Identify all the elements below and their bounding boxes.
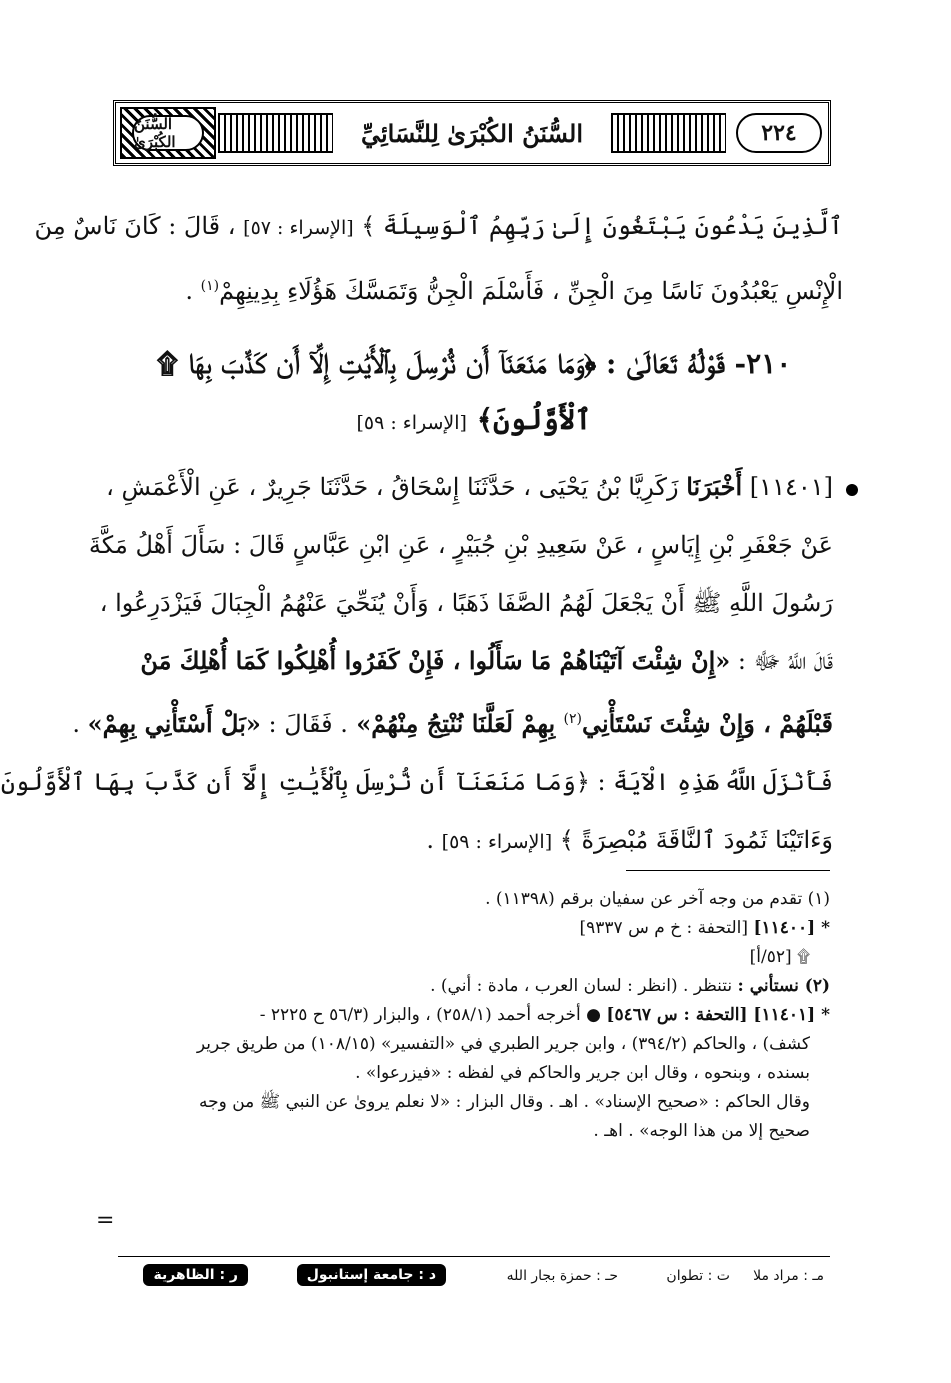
- hadith-text-part: .: [426, 826, 442, 854]
- hadith-line: [105, 632, 833, 690]
- footnote-text: [التحفة : خ م س ٩٣٣٧]: [579, 918, 754, 938]
- hadith-text-part: عَنْ جَعْفَرِ بْنِ إِيَاسٍ ، عَنْ سَعِيدِ بْنِ جُبَيْرٍ ، عَنِ ابْنِ عَبَّاسٍ قَالَ : سَأَلَ أَهْلُ مَكَّةَ: [88, 531, 833, 559]
- hadith-line: [99, 574, 833, 632]
- footnote-line: [100, 1001, 830, 1030]
- footnote-line: [100, 914, 830, 943]
- hadith-text-part: (٢): [563, 711, 582, 727]
- hadith-text-part: [١١٤٠١]: [742, 473, 833, 501]
- footnote-line: [100, 1117, 830, 1146]
- intro-line-1: ٱلَّذِينَ يَدْعُونَ يَبْتَغُونَ إِلَىٰ رَبِّهِمُ ٱلْوَسِيلَةَ ﴾ [الإسراء : ٥٧] ، قَالَ : كَانَ نَاسٌ مِنَ: [34, 212, 843, 240]
- siglum-r-badge: ر : الظاهرية: [143, 1264, 248, 1286]
- siglum-d-badge: د : جامعة إستانبول: [297, 1264, 446, 1286]
- hadith-text-part: قَالَ اللَّهُ ﷻ :: [730, 647, 833, 675]
- footnote-line: [100, 1030, 830, 1059]
- intro-text: [34, 197, 843, 320]
- continuation-mark: =: [96, 1208, 115, 1233]
- footnote-text: كشف) ، والحاكم (٣٩٤/٢) ، وابن جرير الطبري في «التفسير» (١٠٨/١٥) من طريق جرير: [196, 1034, 810, 1054]
- hadith-text-part: «بَلْ أَسْتَأْنِي بِهِمْ»: [87, 709, 261, 738]
- siglum-h: حـ : حمزة بجار الله: [506, 1268, 618, 1284]
- footnote-prefix: * [١١٤٠٠]: [753, 918, 830, 938]
- header-ornament-strip-right: [611, 113, 726, 153]
- footnote-prefix: (٢) نستأني :: [737, 976, 830, 996]
- hadith-text: [0, 458, 833, 871]
- footnote-line: [100, 943, 830, 972]
- siglum-t: ت : تطوان: [666, 1268, 730, 1284]
- footnote-text: وقال الحاكم : «صحيح الإسناد» . اهـ . وقال البزار : «لا نعلم يروىٰ عن النبي ﷺ من وجه: [198, 1092, 810, 1112]
- footer-rule: [118, 1256, 830, 1257]
- footnote-prefix: * [١١٤٠١] [التحفة : س ٥٤٦٧]: [606, 1005, 830, 1025]
- heading-line-2: ٱلْأَوَّلُونَ﴾ [الإسراء : ٥٩]: [356, 403, 592, 436]
- footnote-line: [100, 972, 830, 1001]
- hadith-text-part: [الإسراء : ٥٩]: [441, 831, 553, 853]
- footnote-text: (١) تقدم من وجه آخر عن سفيان برقم (١١٣٩٨) .: [485, 889, 830, 909]
- hadith-text-part: .: [72, 710, 88, 738]
- hadith-text-part: . فَقَالَ :: [260, 710, 348, 738]
- hadith-text-part: «إِنْ شِئْتَ آتَيْنَاهُمْ مَا سَأَلُوا ، فَإِنْ كَفَرُوا أُهْلِكُوا كَمَا أُهْلِكَ مَنْ: [140, 646, 731, 675]
- hadith-line: [105, 458, 833, 516]
- hadith-text-part: فَأَنْزَلَ اللَّهُ هَذِهِ الْآيَةَ : ﴿وَمَا مَنَعَنَآ أَن نُّرْسِلَ بِٱلْأَيَٰتِ إِلَّآ أَن كَذَّبَ بِهَا ٱلْأَوَّلُونَ: [0, 768, 833, 796]
- footnote-text: نتنظر . (انظر : لسان العرب ، مادة : أني) .: [430, 976, 738, 996]
- hadith-line: [72, 690, 833, 753]
- header-ornament-left-label: السُّنَنُ الكُبْرَىٰ: [132, 115, 204, 151]
- heading-line-1: ٢١٠- قَوْلُهُ تَعَالَىٰ : ﴿وَمَا مَنَعَنَآ أَن نُّرْسِلَ بِٱلْأَيَٰتِ إِلَّآ أَن كَذَّبَ بِهَا ۩: [156, 347, 792, 380]
- footnote-separator: [626, 870, 830, 871]
- page-header: [113, 100, 831, 166]
- hadith-text-part: بِهِمْ لَعَلَّنَا نُنْتِجُ مِنْهُمْ»: [347, 709, 564, 738]
- siglum-m: مـ : مراد ملا: [753, 1268, 824, 1284]
- footnote-line: [100, 1059, 830, 1088]
- header-ornament-left: [120, 107, 216, 159]
- header-ornament-strip-left: [218, 113, 333, 153]
- chapter-heading: [105, 336, 843, 451]
- hadith-text-part: رَسُولَ اللَّهِ ﷺ أَنْ يَجْعَلَ لَهُمُ الصَّفَا ذَهَبًا ، وَأَنْ يُنَحِّيَ عَنْهُمُ الْجِبَالَ فَيَزْدَرِعُوا ،: [99, 589, 833, 617]
- hadith-text-part: زَكَرِيَّا بْنُ يَحْيَى ، حَدَّثَنَا إِسْحَاقُ ، حَدَّثَنَا جَرِيرٌ ، عَنِ الْأَعْمَشِ ،: [106, 473, 687, 501]
- manuscript-sigla: [118, 1262, 830, 1296]
- hadith-line: [88, 516, 833, 574]
- hadith-line: [0, 753, 833, 811]
- hadith-text-part: أَخْبَرَنَا: [686, 472, 743, 501]
- footnote-text: صحيح إلا من هذا الوجه» . اهـ .: [593, 1121, 810, 1141]
- hadith-text-part: وَءَاتَيْنَا ثَمُودَ ٱلنَّاقَةَ مُبْصِرَةً ﴾: [552, 826, 833, 854]
- book-title: السُّنَنُ الكُبْرَىٰ لِلنَّسَائِيِّ: [338, 109, 606, 157]
- footnote-text: ۩ [٥٢/أ]: [749, 947, 810, 967]
- hadith-line: [105, 811, 833, 871]
- page-number: ٢٢٤: [736, 113, 822, 153]
- footnote-line: [100, 1088, 830, 1117]
- hadith-bullet: [846, 484, 858, 496]
- footnote-line: [100, 885, 830, 914]
- hadith-text-part: قَبْلَهُمْ ، وَإِنْ شِئْتَ نَسْتَأْنِي: [582, 709, 833, 738]
- footnote-text: ● أخرجه أحمد (٢٥٨/١) ، والبزار (٥٦/٣ ح ٢٢٢٥ -: [259, 1005, 607, 1025]
- footnote-text: بسنده ، وبنحوه ، وقال ابن جرير والحاكم في لفظه : «فيزرعوا» .: [355, 1063, 810, 1083]
- footnotes: [100, 885, 830, 1146]
- intro-line-2: الْإِنْسِ يَعْبُدُونَ نَاسًا مِنَ الْجِنِّ ، فَأَسْلَمَ الْجِنُّ وَتَمَسَّكَ هَؤُلَاءِ بِدِينِهِمْ$^{(١)}$ .: [185, 277, 843, 305]
